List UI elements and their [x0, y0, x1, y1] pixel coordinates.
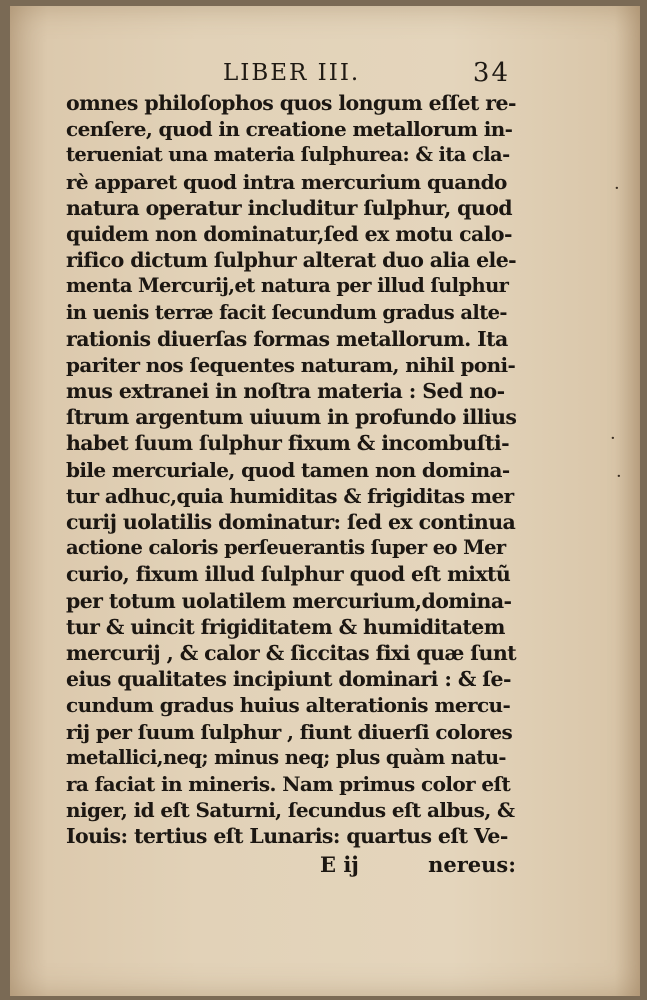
text-line: tur adhuc,quia humiditas & frigiditas mer	[66, 483, 514, 508]
text-line: ſtrum argentum uiuum in profundo illius	[66, 405, 517, 430]
text-line: tur & uincit frigiditatem & humiditatem	[66, 614, 505, 639]
text-line: actione caloris perſeuerantis ſuper eo Mer	[66, 536, 506, 560]
text-line: natura operatur includitur ſulphur, quod	[66, 195, 513, 220]
text-line: terueniat una materia ſulphurea: & ita cla-	[66, 143, 510, 167]
text-line: cundum gradus huius alterationis mercu-	[66, 693, 511, 718]
margin-speck: ·	[610, 428, 616, 449]
text-line: rationis diuerſas formas metallorum. Ita	[66, 326, 508, 351]
text-line: rifico dictum ſulphur alterat duo alia ele-	[66, 248, 517, 273]
running-title: LIBER III.	[223, 60, 361, 86]
margin-speck: ·	[616, 466, 622, 487]
text-line: cenſere, quod in creatione metallorum in-	[66, 117, 513, 142]
text-line: rè apparet quod intra mercurium quando	[66, 169, 507, 194]
text-line: ra faciat in mineris. Nam primus color eſt	[66, 771, 511, 796]
text-line: in uenis terræ facit ſecundum gradus alte-	[66, 300, 507, 324]
text-line: menta Mercurij,et natura per illud ſulphur	[66, 274, 509, 298]
body-text	[66, 90, 516, 849]
text-line: mercurij , & calor & ſiccitas fixi quæ ſunt	[66, 640, 516, 665]
text-line: mus extranei in noſtra materia : Sed no-	[66, 379, 505, 404]
signature-mark: E ij	[320, 852, 359, 877]
text-line: omnes philoſophos quos longum eſſet re-	[66, 91, 516, 115]
text-line: eius qualitates incipiunt dominari : & ſe-	[66, 667, 511, 692]
text-line: rij per ſuum ſulphur , fiunt diuerſi colores	[66, 719, 513, 744]
page-footer	[66, 852, 516, 882]
text-line: bile mercuriale, quod tamen non domina-	[66, 457, 510, 482]
text-line: Iouis: tertius eſt Lunaris: quartus eſt Ve-	[66, 824, 508, 849]
text-line: pariter nos ſequentes naturam, nihil poni-	[66, 352, 516, 377]
page-header	[70, 56, 510, 90]
book-page	[10, 6, 640, 996]
text-line: quidem non dominatur,ſed ex motu calo-	[66, 221, 512, 246]
text-line: curio, fixum illud ſulphur quod eſt mixtũ	[66, 562, 511, 587]
text-line: habet ſuum ſulphur fixum & incombuſti-	[66, 431, 509, 456]
catchword: nereus:	[428, 852, 516, 877]
text-line: curij uolatilis dominatur: ſed ex continua	[66, 510, 516, 534]
text-line: metallici,neq; minus neq; plus quàm natu-	[66, 745, 506, 769]
folio-number: 34	[472, 58, 510, 88]
text-line: per totum uolatilem mercurium,domina-	[66, 588, 512, 613]
text-line: niger, id eſt Saturni, ſecundus eſt albus, &	[66, 798, 515, 823]
margin-speck: ·	[614, 178, 620, 199]
